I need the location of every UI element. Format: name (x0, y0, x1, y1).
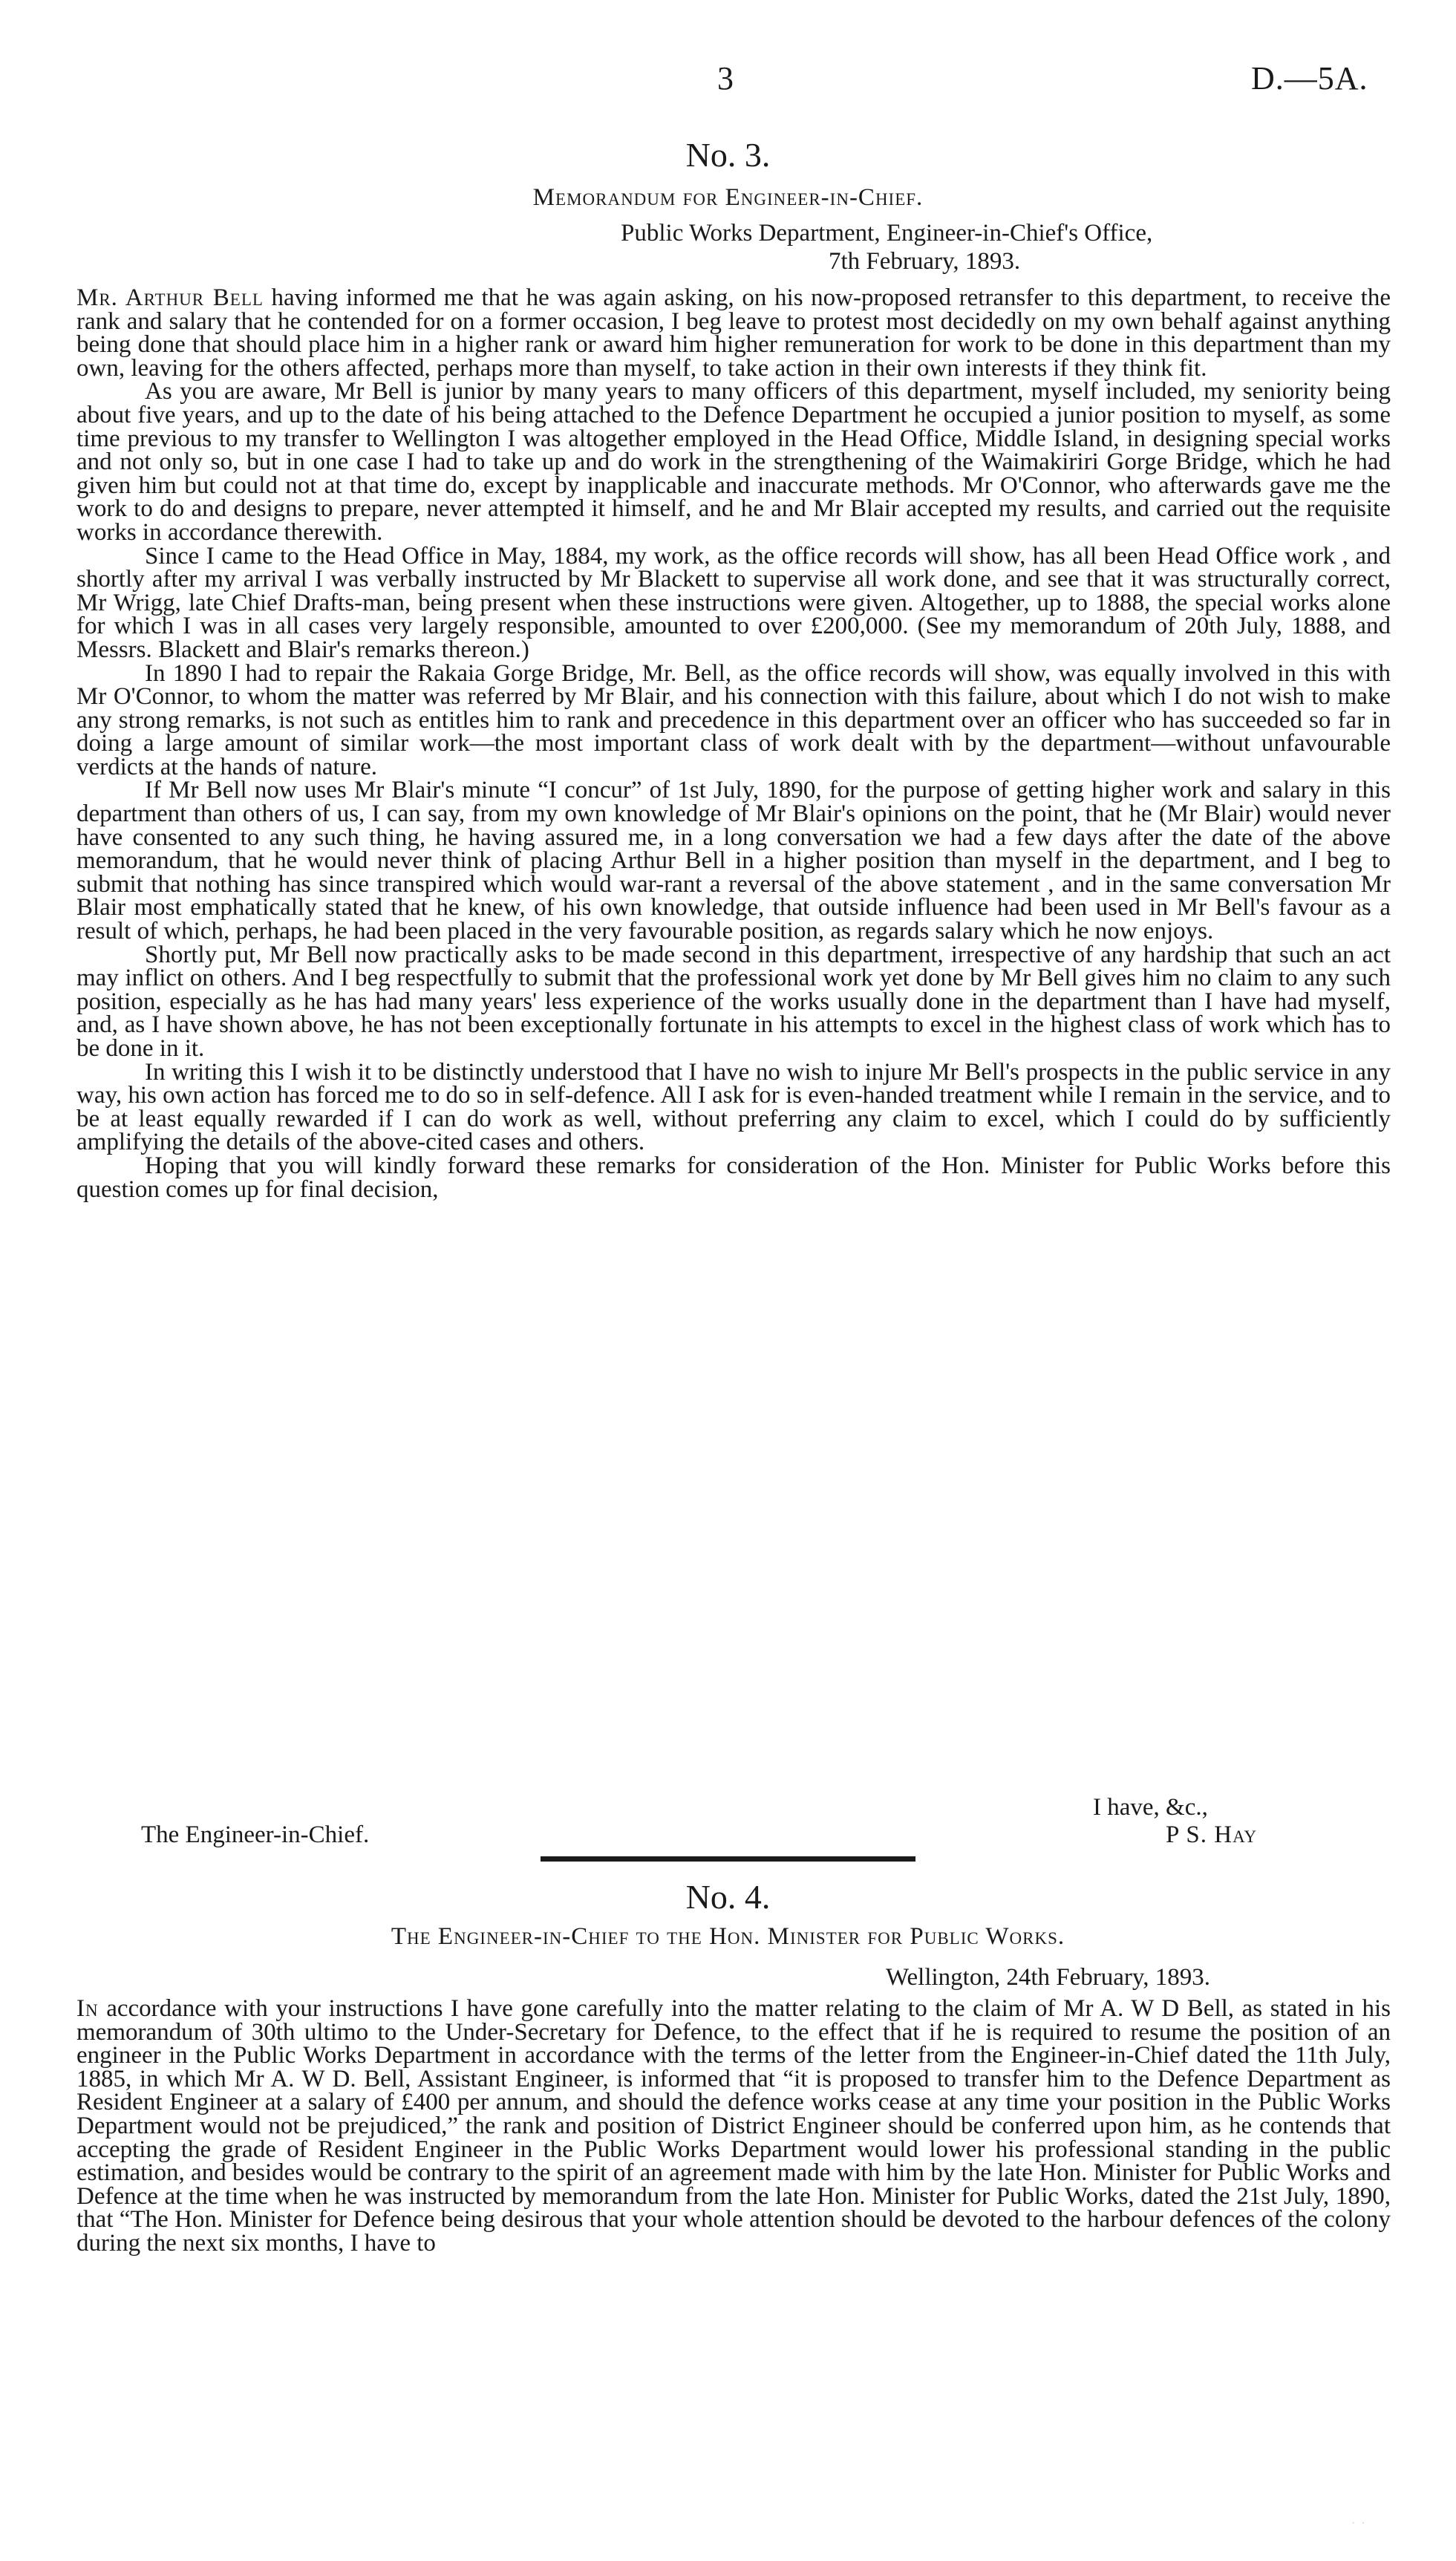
memo-3-addressee: The Engineer-in-Chief. (141, 1821, 370, 1848)
memo-3-title: Memorandum for Engineer-in-Chief. (532, 184, 924, 211)
memo-3-office: Public Works Department, Engineer-in-Chief's Office, (621, 220, 1153, 247)
memo-3-closing: I have, &c., (1093, 1794, 1208, 1821)
memo-3-paragraph-5: If Mr Bell now uses Mr Blair's minute “I concur” of 1st July, 1890, for the purpose of getting higher work and salary in this department than others of us, I can say, from my own knowledge of Mr Blair's opinions on the point, that he (Mr Blair) would never have consented to any such thing, he having assured me, in a long conversation we had a few days after the date of the above memorandum, that he would never think of placing Arthur Bell in a higher position than myself in the department, and I beg to submit that nothing has since transpired which would war-rant a reversal of the above statement , and in the same conversation Mr Blair most emphatically stated that he knew, of his own knowledge, that outside influence had been used in Mr Bell's favour as a result of which, perhaps, he had been placed in the very favourable position, as regards salary which he now enjoys. (76, 777, 1391, 945)
section-divider (541, 1856, 915, 1862)
memo-4-number: No. 4. (685, 1878, 771, 1916)
memo-3-paragraph-4: In 1890 I had to repair the Rakaia Gorge Bridge, Mr. Bell, as the office records will show, was equally involved in this with Mr O'Connor, to whom the matter was referred by Mr Blair, and his connection with this failure, about which I do not wish to make any strong remarks, is not such as entitles him to rank and precedence in this department over an officer who has succeeded so far in doing a large amount of similar work—the most important class of work dealt with by the department—without unfavourable verdicts at the hands of nature. (76, 659, 1391, 780)
memo-4-date: Wellington, 24th February, 1893. (886, 1964, 1210, 1991)
memo-3-paragraph-3: Since I came to the Head Office in May, 1884, my work, as the office records will show, has all been Head Office work , and shortly after my arrival I was verbally instructed by Mr Blackett to supervise all work done, and see that it was structurally correct, Mr Wrigg, late Chief Drafts-man, being present when these instructions were given. Altogether, up to 1888, the special works alone for which I was in all cases very largely responsible, amounted to over £200,000. (See my memorandum of 20th July, 1888, and Messrs. Blackett and Blair's remarks thereon.) (76, 542, 1391, 663)
document-reference: D.—5A. (1251, 60, 1368, 97)
memo-3-date: 7th February, 1893. (829, 248, 1021, 275)
memo-3-lead: Mr. Arthur Bell (76, 284, 264, 311)
memo-4-title: The Engineer-in-Chief to the Hon. Minister for Public Works. (391, 1923, 1065, 1950)
memo-3-number: No. 3. (685, 136, 771, 174)
page-number: 3 (717, 60, 734, 97)
memo-3-body (76, 284, 1391, 1203)
memo-3-paragraph-2: As you are aware, Mr Bell is junior by many years to many officers of this department, myself included, my seniority being about five years, and up to the date of his being attached to the Defence Department he occupied a junior position to myself, as some time previous to my transfer to Wellington I was altogether employed in the Head Office, Middle Island, in designing special works and not only so, but in one case I had to take up and do work in the strengthening of the Waimakiriri Gorge Bridge, which he had given him but could not at that time do, except by inapplicable and inaccurate methods. Mr O'Connor, who afterwards gave me the work to do and designs to prepare, never attempted it himself, and he and Mr Blair accepted my results, and carried out the requisite works in accordance therewith. (76, 378, 1391, 546)
memo-4-lead: In (76, 1995, 99, 2022)
memo-3-paragraph-8: Hoping that you will kindly forward these remarks for consideration of the Hon. Minister for Public Works before this question comes up for final decision, (76, 1152, 1391, 1203)
memo-3-paragraph-7: In writing this I wish it to be distinctly understood that I have no wish to injure Mr Bell's prospects in the public service in any way, his own action has forced me to do so in self-defence. All I ask for is even-handed treatment while I remain in the service, and to be at least equally rewarded if I can do work as well, without preferring any claim to excel, which I could do by sufficiently amplifying the details of the above-cited cases and others. (76, 1058, 1391, 1156)
memo-3-signature: P S. Hay (1166, 1821, 1258, 1848)
memo-3-paragraph-6: Shortly put, Mr Bell now practically asks to be made second in this department, irrespective of any hardship that such an act may inflict on others. And I beg respectfully to submit that the professional work yet done by Mr Bell gives him no claim to any such position, especially as he has had many years' less experience of the works usually done in the department than I have had myself, and, as I have shown above, he has not been exceptionally fortunate in his attempts to excel in the highest class of work which has to be done in it. (76, 941, 1391, 1062)
scan-speck: · · (1351, 2517, 1367, 2530)
memo-4-paragraph-1: In accordance with your instructions I have gone carefully into the matter relating to the claim of Mr A. W D Bell, as stated in his memorandum of 30th ultimo to the Under-Secretary for Defence, to the effect that if he is required to resume the position of an engineer in the Public Works Department in accordance with the terms of the letter from the Engineer-in-Chief dated the 11th July, 1885, in which Mr A. W D. Bell, Assistant Engineer, is informed that “it is proposed to transfer him to the Defence Department as Resident Engineer at a salary of £400 per annum, and should the defence works cease at any time your position in the Public Works Department would not be prejudiced,” the rank and position of District Engineer should be conferred upon him, as he contends that accepting the grade of Resident Engineer in the Public Works Department would lower his professional standing in the public estimation, and besides would be contrary to the spirit of an agreement made with him by the late Hon. Minister for Public Works and Defence at the time when he was instructed by memorandum from the late Hon. Minister for Public Works, dated the 21st July, 1890, that “The Hon. Minister for Defence being desirous that your whole attention should be devoted to the harbour defences of the colony during the next six months, I have to (76, 1995, 1391, 2257)
memo-3-paragraph-1: Mr. Arthur Bell having informed me that he was again asking, on his now-proposed retransfer to this department, to receive the rank and salary that he contended for on a former occasion, I beg leave to protest most decidedly on my own behalf against anything being done that should place him in a higher rank or award him higher remuneration for work to be done in this department than my own, leaving for the others affected, perhaps more than myself, to take action in their own interests if they think fit. (76, 284, 1391, 382)
memo-4-body (76, 1997, 1391, 2256)
